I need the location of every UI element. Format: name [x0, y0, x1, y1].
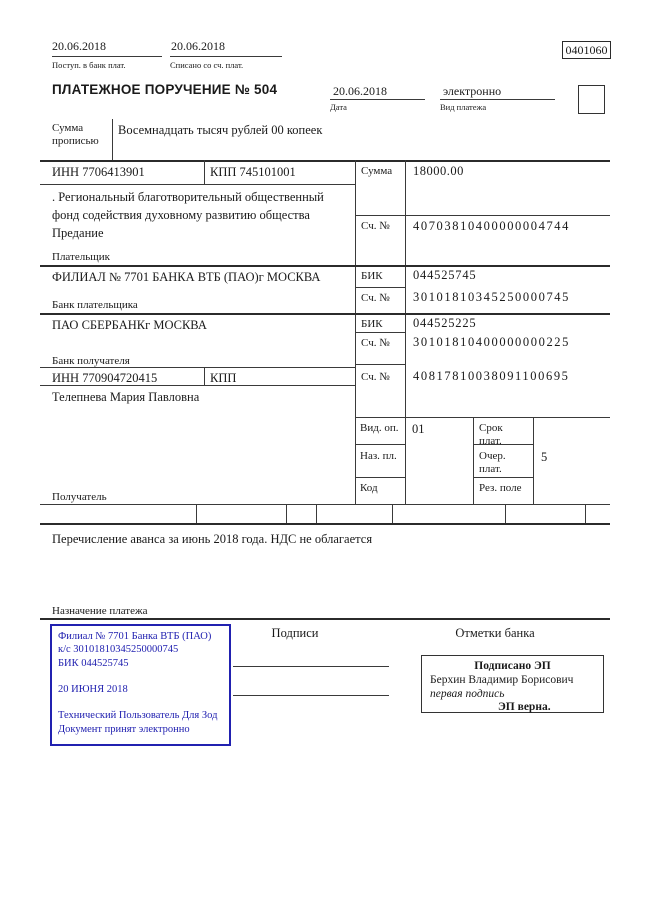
signatures-title: Подписи	[271, 626, 319, 640]
payer-bank-label: Банк плательщика	[52, 299, 138, 311]
signature-line-2	[233, 695, 389, 696]
divider	[40, 385, 355, 386]
divider	[473, 417, 474, 505]
esign-box	[421, 655, 604, 713]
divider	[330, 99, 425, 100]
divider	[52, 56, 162, 57]
payee-kpp: КПП	[210, 371, 237, 385]
payer-name: . Региональный благотворительный общественный фонд содействия духовному развитию общества Предание	[52, 190, 324, 241]
divider	[392, 504, 393, 524]
divider	[40, 184, 355, 185]
stamp-line	[58, 670, 223, 683]
payer-kpp: КПП 745101001	[210, 165, 296, 179]
payment-kind: электронно	[443, 84, 502, 98]
stamp-line	[58, 696, 223, 709]
stamp-line: БИК 044525745	[58, 657, 129, 669]
sum-label: Сумма	[361, 165, 393, 177]
received-date: 20.06.2018	[52, 39, 106, 53]
pay-purpose-code-label: Наз. пл.	[360, 450, 397, 462]
purpose-text: Перечисление аванса за июнь 2018 года. НДС не облагается	[52, 532, 373, 546]
payer-label: Плательщик	[52, 251, 110, 263]
divider	[585, 504, 586, 524]
sum-value: 18000.00	[413, 164, 464, 178]
priority-label: Очер. плат.	[479, 450, 506, 476]
payer-inn: ИНН 7706413901	[52, 165, 145, 179]
stamp-line: Филиал № 7701 Банка ВТБ (ПАО)	[58, 631, 212, 642]
divider	[440, 99, 555, 100]
divider	[533, 417, 534, 505]
doc-title: ПЛАТЕЖНОЕ ПОРУЧЕНИЕ № 504	[52, 82, 278, 97]
reserve-field-label: Рез. поле	[479, 482, 522, 494]
payee-account-label: Сч. №	[361, 371, 390, 383]
payee-bank-name: ПАО СБЕРБАНКг МОСКВА	[52, 318, 207, 332]
divider	[40, 313, 610, 315]
payer-bank-account: 30101810345250000745	[413, 290, 570, 304]
payer-bank-account-label: Сч. №	[361, 292, 390, 304]
op-type-value: 01	[412, 422, 425, 436]
divider	[40, 618, 610, 620]
payee-bank-account-label: Сч. №	[361, 337, 390, 349]
purpose-label: Назначение платежа	[52, 605, 148, 617]
divider	[473, 477, 533, 478]
divider	[355, 417, 610, 418]
divider	[505, 504, 506, 524]
divider	[355, 444, 405, 445]
op-type-label: Вид. оп.	[360, 422, 399, 434]
received-date-label: Поступ. в банк плат.	[52, 60, 126, 70]
divider	[405, 160, 406, 505]
divider	[316, 504, 317, 524]
amount-words-label: Сумма прописью	[52, 122, 99, 148]
divider	[355, 287, 405, 288]
stamp-line: Документ принят электронно	[58, 723, 190, 735]
esign-signer: Берхин Владимир Борисович	[430, 673, 574, 686]
divider	[170, 56, 282, 57]
bank-stamp	[50, 624, 231, 746]
divider	[204, 160, 205, 185]
payee-bank-bik-label: БИК	[361, 318, 383, 330]
payee-label: Получатель	[52, 491, 107, 503]
doc-date: 20.06.2018	[333, 84, 387, 98]
debited-date-label: Списано со сч. плат.	[170, 60, 244, 70]
divider	[40, 504, 610, 505]
divider	[40, 367, 355, 368]
payee-bank-account: 30101810400000000225	[413, 335, 570, 349]
term-label: Срок плат.	[479, 422, 503, 448]
divider	[204, 367, 205, 385]
payee-inn: ИНН 770904720415	[52, 371, 158, 385]
divider	[355, 332, 405, 333]
code-label: Код	[360, 482, 378, 494]
payer-bank-name: ФИЛИАЛ № 7701 БАНКА ВТБ (ПАО)г МОСКВА	[52, 270, 321, 284]
payer-account: 40703810400000004744	[413, 219, 570, 233]
divider	[112, 119, 113, 161]
divider	[40, 160, 610, 162]
stamp-line: к/с 30101810345250000745	[58, 644, 179, 656]
payment-kind-label: Вид платежа	[440, 102, 487, 112]
divider	[355, 215, 610, 216]
payee-bank-label: Банк получателя	[52, 355, 130, 367]
divider	[196, 504, 197, 524]
payee-bank-bik: 044525225	[413, 316, 477, 330]
divider	[286, 504, 287, 524]
payee-name: Телепнева Мария Павловна	[52, 390, 200, 404]
payment-kind-checkbox	[578, 85, 605, 114]
divider	[355, 364, 405, 365]
priority-value: 5	[541, 450, 548, 464]
amount-words-value: Восемнадцать тысяч рублей 00 копеек	[118, 123, 323, 137]
divider	[40, 265, 610, 267]
payer-bank-bik: 044525745	[413, 268, 477, 282]
payer-bank-bik-label: БИК	[361, 270, 383, 282]
divider	[355, 477, 405, 478]
esign-note: первая подпись	[430, 687, 505, 700]
stamp-line: Технический Пользователь Для Зод	[58, 710, 218, 722]
signature-line-1	[233, 666, 389, 667]
debited-date: 20.06.2018	[171, 39, 225, 53]
esign-verdict: ЭП верна.	[498, 701, 551, 714]
form-code: 0401060	[565, 43, 608, 57]
esign-title: Подписано ЭП	[474, 660, 551, 672]
form-code-box	[562, 41, 611, 59]
payer-account-label: Сч. №	[361, 220, 390, 232]
stamp-line: 20 ИЮНЯ 2018	[58, 683, 128, 695]
payee-account: 40817810038091100695	[413, 369, 570, 383]
bank-marks-title: Отметки банка	[455, 626, 535, 640]
divider	[40, 523, 610, 525]
doc-date-label: Дата	[330, 102, 347, 112]
